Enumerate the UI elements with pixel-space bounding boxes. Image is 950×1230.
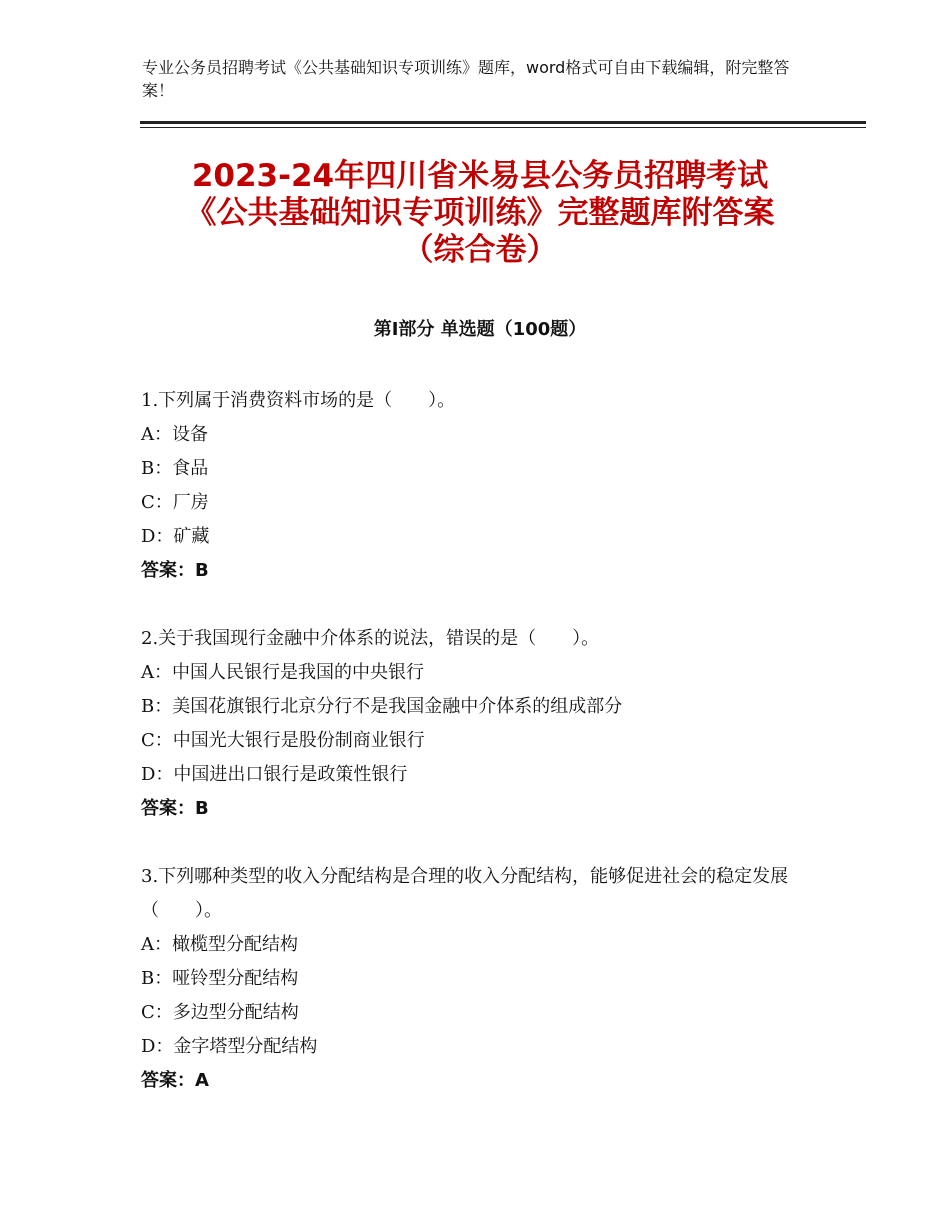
option-d: D：中国进出口银行是政策性银行 (141, 764, 408, 785)
question-1 (141, 384, 811, 588)
option-a: A：中国人民银行是我国的中央银行 (141, 662, 424, 683)
question-2 (141, 622, 811, 826)
answer: 答案：B (141, 798, 209, 819)
header-note: 专业公务员招聘考试《公共基础知识专项训练》题库，word格式可自由下载编辑，附完整答案！ (142, 58, 790, 100)
option-b: B：哑铃型分配结构 (141, 968, 299, 989)
header-rule-thick (140, 121, 866, 124)
option-b: B：美国花旗银行北京分行不是我国金融中介体系的组成部分 (141, 696, 623, 717)
option-a: A：设备 (141, 424, 208, 445)
option-d: D：矿藏 (141, 526, 210, 547)
option-a: A：橄榄型分配结构 (141, 934, 298, 955)
title-line-3: （综合卷） (402, 232, 558, 268)
question-3 (141, 860, 811, 1098)
option-c: C：厂房 (141, 492, 209, 513)
title-line-1: 2023-24年四川省米易县公务员招聘考试 (191, 158, 769, 194)
title-line-2: 《公共基础知识专项训练》完整题库附答案 (185, 195, 775, 231)
answer: 答案：B (141, 560, 209, 581)
option-d: D：金字塔型分配结构 (141, 1036, 318, 1057)
header-rule-thin (140, 127, 866, 128)
section-title: 第Ⅰ部分 单选题（100题） (373, 319, 587, 340)
question-stem: 1.下列属于消费资料市场的是（ ）。 (141, 390, 456, 411)
question-stem: 2.关于我国现行金融中介体系的说法，错误的是（ ）。 (141, 628, 600, 649)
option-b: B：食品 (141, 458, 209, 479)
option-c: C：多边型分配结构 (141, 1002, 299, 1023)
option-c: C：中国光大银行是股份制商业银行 (141, 730, 425, 751)
answer: 答案：A (141, 1070, 209, 1091)
question-stem: 3.下列哪种类型的收入分配结构是合理的收入分配结构，能够促进社会的稳定发展（ ）。 (141, 866, 789, 921)
question-list (141, 384, 811, 1132)
document-title (140, 158, 820, 269)
